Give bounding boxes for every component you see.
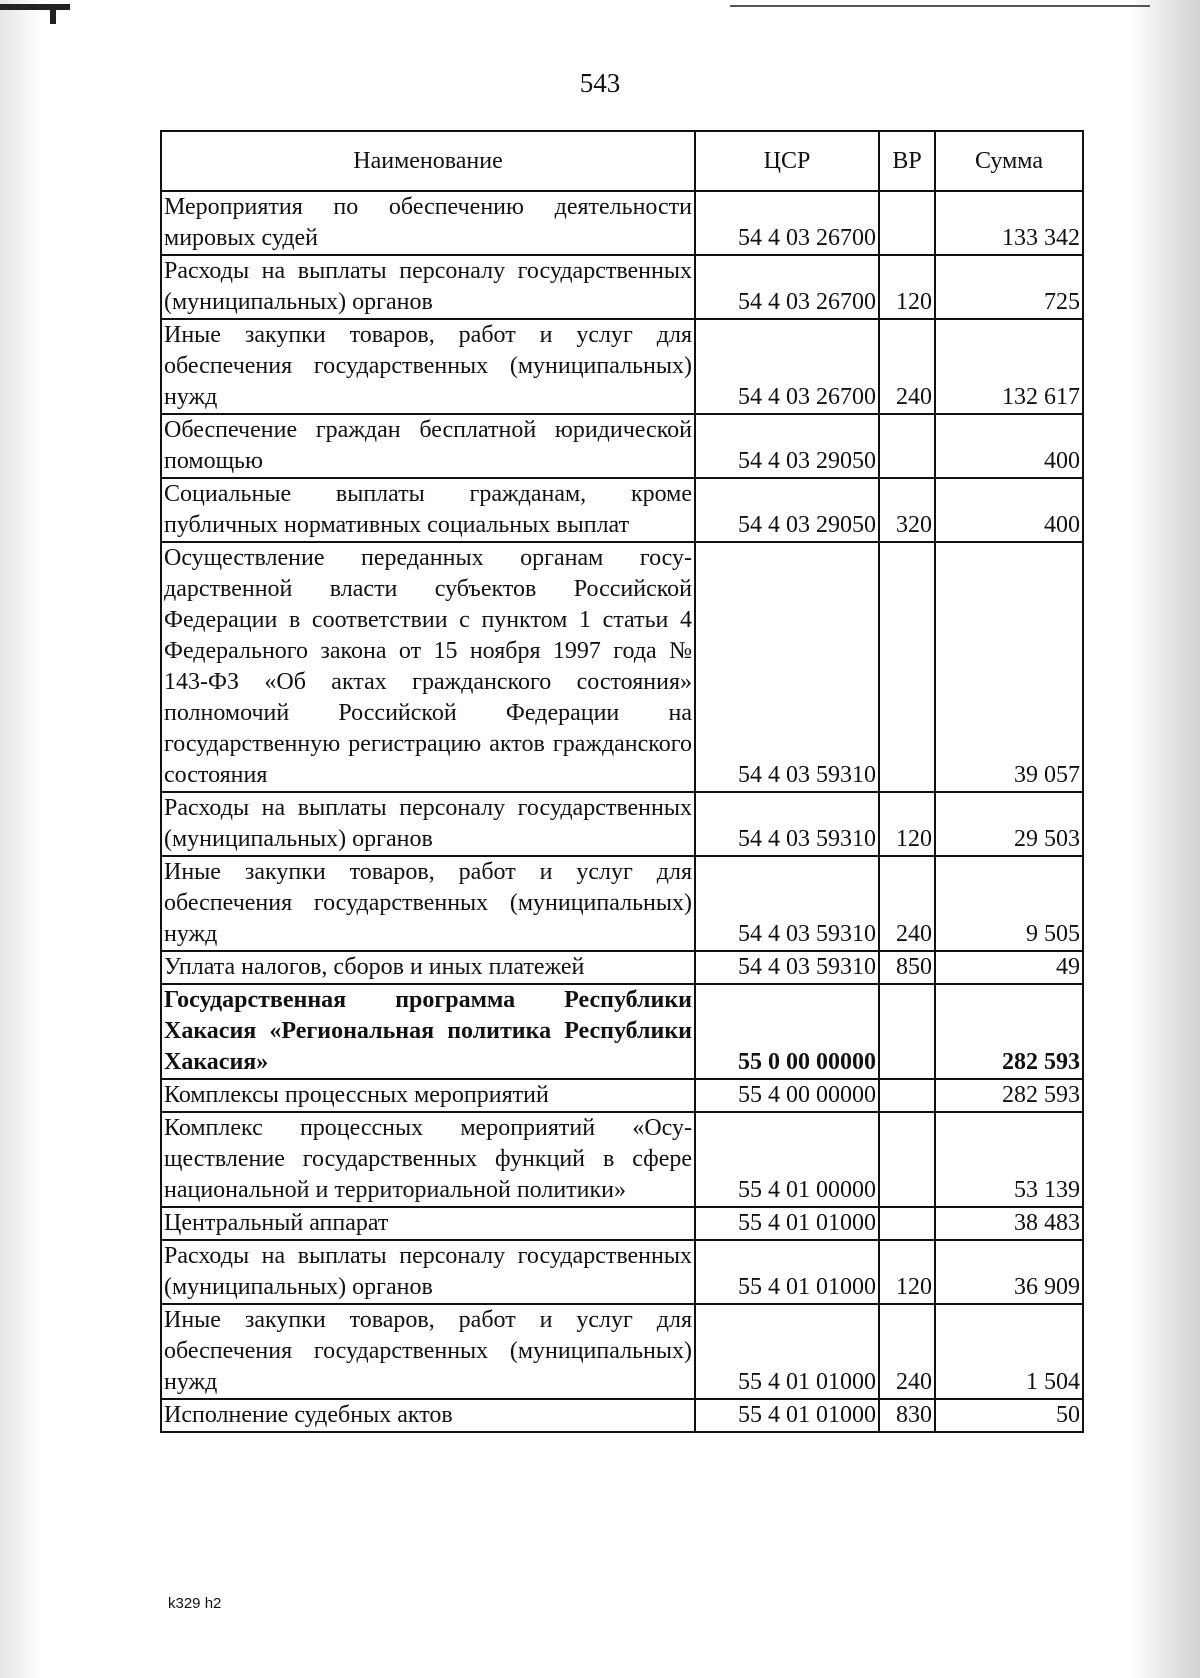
header-sum: Сумма [935,131,1083,191]
cell-vr: 120 [879,1240,935,1304]
cell-sum: 133 342 [935,191,1083,255]
cell-name: Мероприятия по обеспечению деятельности мировых судей [161,191,695,255]
cell-code: 55 4 01 01000 [695,1399,879,1432]
cell-vr [879,191,935,255]
cell-vr [879,984,935,1079]
cell-code: 55 4 01 00000 [695,1112,879,1207]
table-row [161,1207,1083,1240]
cell-vr: 320 [879,478,935,542]
cell-vr [879,1079,935,1112]
cell-vr [879,1207,935,1240]
cell-sum: 282 593 [935,984,1083,1079]
cell-name: Расходы на выплаты персоналу государственных (муниципальных) органов [161,792,695,856]
cell-vr: 830 [879,1399,935,1432]
scan-top-line [730,5,1150,7]
table-row [161,542,1083,792]
table-header-row [161,131,1083,191]
cell-code: 54 4 03 59310 [695,542,879,792]
cell-sum: 50 [935,1399,1083,1432]
cell-code: 54 4 03 29050 [695,414,879,478]
header-vr: ВР [879,131,935,191]
scan-corner-mark-tick [50,10,56,24]
cell-vr [879,1112,935,1207]
cell-vr: 240 [879,856,935,951]
cell-sum: 725 [935,255,1083,319]
cell-vr [879,414,935,478]
cell-sum: 132 617 [935,319,1083,414]
budget-table [160,130,1084,1433]
cell-code: 54 4 03 29050 [695,478,879,542]
table-row [161,856,1083,951]
table-row [161,478,1083,542]
table-row [161,414,1083,478]
cell-sum: 38 483 [935,1207,1083,1240]
cell-code: 55 0 00 00000 [695,984,879,1079]
cell-vr [879,542,935,792]
cell-code: 54 4 03 59310 [695,951,879,984]
cell-sum: 49 [935,951,1083,984]
cell-sum: 9 505 [935,856,1083,951]
cell-name: Обеспечение граждан бесплатной юридической помощью [161,414,695,478]
cell-name: Комплекс процессных мероприятий «Осуществление государственных функций в сфере национальной и территориальной политики» [161,1112,695,1207]
table-row [161,191,1083,255]
table-row [161,1112,1083,1207]
cell-vr: 240 [879,319,935,414]
table-row [161,984,1083,1079]
table-row [161,1079,1083,1112]
cell-sum: 282 593 [935,1079,1083,1112]
scan-corner-mark [0,4,70,10]
header-name: Наименование [161,131,695,191]
cell-vr: 850 [879,951,935,984]
cell-name: Социальные выплаты гражданам, кроме публичных нормативных социальных выплат [161,478,695,542]
cell-code: 55 4 01 01000 [695,1240,879,1304]
table-row [161,1399,1083,1432]
scan-shadow-left [0,0,42,1678]
table-body [161,191,1083,1432]
cell-sum: 400 [935,478,1083,542]
cell-code: 54 4 03 26700 [695,319,879,414]
cell-sum: 1 504 [935,1304,1083,1399]
cell-name: Уплата налогов, сборов и иных платежей [161,951,695,984]
cell-name: Иные закупки товаров, работ и услуг для обеспечения государственных (муниципальных) нужд [161,319,695,414]
cell-name: Центральный аппарат [161,1207,695,1240]
cell-name: Иные закупки товаров, работ и услуг для обеспечения государственных (муниципальных) нужд [161,856,695,951]
footer-code: k329 h2 [168,1595,222,1612]
cell-name: Расходы на выплаты персоналу государственных (муниципальных) органов [161,1240,695,1304]
cell-code: 54 4 03 59310 [695,792,879,856]
scan-shadow-right [1130,0,1200,1678]
cell-vr: 120 [879,255,935,319]
page-number: 543 [579,68,621,98]
cell-sum: 39 057 [935,542,1083,792]
cell-name: Осуществление переданных органам государственной власти субъектов Российской Федерации в соответствии с пунктом 1 статьи 4 Федерального закона от 15 ноября 1997 года № 143-ФЗ «Об актах гражданского состояния» полномочий Российской Федерации на государственную регистрацию актов гражданского состояния [161,542,695,792]
cell-name: Расходы на выплаты персоналу государственных (муниципальных) органов [161,255,695,319]
table-row [161,1304,1083,1399]
table-row [161,1240,1083,1304]
cell-code: 55 4 01 01000 [695,1304,879,1399]
cell-vr: 120 [879,792,935,856]
table-row [161,792,1083,856]
cell-code: 55 4 01 01000 [695,1207,879,1240]
cell-name: Государственная программа Республики Хакасия «Региональная политика Республики Хакасия» [161,984,695,1079]
cell-sum: 53 139 [935,1112,1083,1207]
cell-name: Иные закупки товаров, работ и услуг для обеспечения государственных (муниципальных) нужд [161,1304,695,1399]
table-row [161,255,1083,319]
cell-name: Исполнение судебных актов [161,1399,695,1432]
cell-code: 54 4 03 26700 [695,255,879,319]
cell-code: 54 4 03 26700 [695,191,879,255]
header-code: ЦСР [695,131,879,191]
cell-vr: 240 [879,1304,935,1399]
cell-name: Комплексы процессных мероприятий [161,1079,695,1112]
cell-sum: 36 909 [935,1240,1083,1304]
cell-sum: 29 503 [935,792,1083,856]
cell-code: 54 4 03 59310 [695,856,879,951]
table-row [161,951,1083,984]
cell-sum: 400 [935,414,1083,478]
cell-code: 55 4 00 00000 [695,1079,879,1112]
table-row [161,319,1083,414]
